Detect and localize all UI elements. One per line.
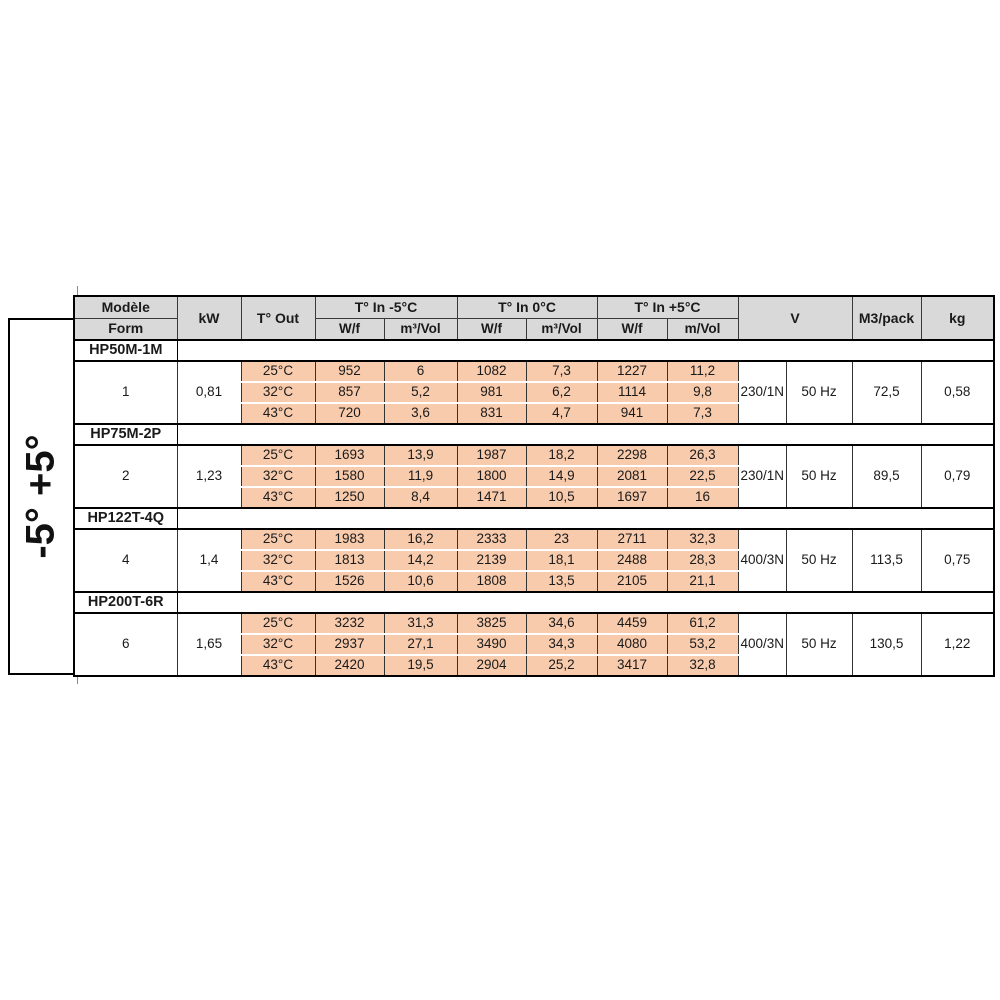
value-cell: 3417 [597,655,667,676]
value-cell: 21,1 [667,571,738,592]
freq-value: 50 Hz [786,529,852,592]
wf-plus5-header: W/f [597,318,667,340]
temperature-range-box [8,318,75,675]
value-cell: 857 [315,382,384,403]
t-out-value: 43°C [241,571,315,592]
t-out-value: 32°C [241,550,315,571]
value-cell: 13,5 [526,571,597,592]
freq-value: 50 Hz [786,613,852,676]
value-cell: 6 [384,361,457,382]
value-cell: 2904 [457,655,526,676]
value-cell: 4,7 [526,403,597,424]
value-cell: 2139 [457,550,526,571]
wf-minus5-header: W/f [315,318,384,340]
kw-value: 1,23 [177,445,241,508]
value-cell: 11,2 [667,361,738,382]
value-cell: 2105 [597,571,667,592]
t-out-value: 43°C [241,403,315,424]
form-value: 4 [74,529,177,592]
value-cell: 2711 [597,529,667,550]
value-cell: 61,2 [667,613,738,634]
value-cell: 14,9 [526,466,597,487]
value-cell: 3825 [457,613,526,634]
model-name: HP50M-1M [74,340,177,361]
value-cell: 1114 [597,382,667,403]
value-cell: 19,5 [384,655,457,676]
t-in-0-header: T° In 0°C [457,296,597,318]
value-cell: 941 [597,403,667,424]
value-cell: 18,2 [526,445,597,466]
value-cell: 831 [457,403,526,424]
value-cell: 720 [315,403,384,424]
value-cell: 1808 [457,571,526,592]
m3pack-value: 89,5 [852,445,921,508]
value-cell: 5,2 [384,382,457,403]
t-in-minus5-header: T° In -5°C [315,296,457,318]
m3vol-minus5-header: m³/Vol [384,318,457,340]
value-cell: 23 [526,529,597,550]
m3pack-header: M3/pack [852,296,921,340]
model-row-filler [177,592,994,613]
value-cell: 3,6 [384,403,457,424]
spec-table-body [74,340,994,676]
value-cell: 1800 [457,466,526,487]
value-cell: 34,3 [526,634,597,655]
freq-value: 50 Hz [786,445,852,508]
m3pack-value: 130,5 [852,613,921,676]
model-row-filler [177,340,994,361]
value-cell: 16,2 [384,529,457,550]
value-cell: 2333 [457,529,526,550]
value-cell: 952 [315,361,384,382]
t-out-value: 25°C [241,361,315,382]
kw-value: 0,81 [177,361,241,424]
kw-value: 1,65 [177,613,241,676]
mvol-plus5-header: m/Vol [667,318,738,340]
value-cell: 1983 [315,529,384,550]
value-cell: 18,1 [526,550,597,571]
value-cell: 1813 [315,550,384,571]
value-cell: 6,2 [526,382,597,403]
t-out-value: 25°C [241,613,315,634]
value-cell: 1227 [597,361,667,382]
value-cell: 9,8 [667,382,738,403]
t-out-value: 25°C [241,445,315,466]
voltage-value: 400/3N [738,529,786,592]
voltage-value: 230/1N [738,445,786,508]
value-cell: 7,3 [526,361,597,382]
value-cell: 7,3 [667,403,738,424]
kg-value: 1,22 [921,613,994,676]
form-value: 2 [74,445,177,508]
t-out-value: 32°C [241,466,315,487]
model-header: Modèle [74,296,177,318]
data-row-25c [74,361,994,382]
header-row-1 [74,296,994,318]
tick-mark-top [77,286,78,295]
t-out-header: T° Out [241,296,315,340]
value-cell: 1082 [457,361,526,382]
data-row-25c [74,529,994,550]
value-cell: 4459 [597,613,667,634]
m3pack-value: 113,5 [852,529,921,592]
model-name: HP122T-4Q [74,508,177,529]
value-cell: 1697 [597,487,667,508]
kg-value: 0,79 [921,445,994,508]
form-value: 1 [74,361,177,424]
data-row-25c [74,613,994,634]
value-cell: 3490 [457,634,526,655]
model-row [74,340,994,361]
model-name: HP75M-2P [74,424,177,445]
value-cell: 1693 [315,445,384,466]
t-out-value: 32°C [241,634,315,655]
value-cell: 34,6 [526,613,597,634]
kw-header: kW [177,296,241,340]
value-cell: 16 [667,487,738,508]
value-cell: 2937 [315,634,384,655]
kg-value: 0,58 [921,361,994,424]
value-cell: 13,9 [384,445,457,466]
value-cell: 32,8 [667,655,738,676]
model-row-filler [177,508,994,529]
kg-header: kg [921,296,994,340]
value-cell: 2420 [315,655,384,676]
wf-0-header: W/f [457,318,526,340]
value-cell: 27,1 [384,634,457,655]
model-row-filler [177,424,994,445]
value-cell: 22,5 [667,466,738,487]
freq-value: 50 Hz [786,361,852,424]
value-cell: 8,4 [384,487,457,508]
value-cell: 14,2 [384,550,457,571]
value-cell: 32,3 [667,529,738,550]
temperature-range-label: -5° +5° [19,434,63,559]
spec-table-header [74,296,994,340]
value-cell: 31,3 [384,613,457,634]
form-value: 6 [74,613,177,676]
value-cell: 2081 [597,466,667,487]
value-cell: 1987 [457,445,526,466]
model-row [74,424,994,445]
kw-value: 1,4 [177,529,241,592]
spec-table [73,295,995,677]
value-cell: 25,2 [526,655,597,676]
value-cell: 53,2 [667,634,738,655]
model-row [74,592,994,613]
value-cell: 26,3 [667,445,738,466]
form-header: Form [74,318,177,340]
value-cell: 10,5 [526,487,597,508]
t-out-value: 43°C [241,487,315,508]
t-out-value: 32°C [241,382,315,403]
value-cell: 1526 [315,571,384,592]
value-cell: 28,3 [667,550,738,571]
voltage-header: V [738,296,852,340]
m3vol-0-header: m³/Vol [526,318,597,340]
kg-value: 0,75 [921,529,994,592]
voltage-value: 230/1N [738,361,786,424]
t-out-value: 25°C [241,529,315,550]
model-name: HP200T-6R [74,592,177,613]
value-cell: 4080 [597,634,667,655]
value-cell: 1580 [315,466,384,487]
value-cell: 2488 [597,550,667,571]
value-cell: 1471 [457,487,526,508]
data-row-25c [74,445,994,466]
t-in-plus5-header: T° In +5°C [597,296,738,318]
value-cell: 1250 [315,487,384,508]
t-out-value: 43°C [241,655,315,676]
value-cell: 10,6 [384,571,457,592]
value-cell: 2298 [597,445,667,466]
value-cell: 11,9 [384,466,457,487]
voltage-value: 400/3N [738,613,786,676]
value-cell: 981 [457,382,526,403]
value-cell: 3232 [315,613,384,634]
m3pack-value: 72,5 [852,361,921,424]
model-row [74,508,994,529]
